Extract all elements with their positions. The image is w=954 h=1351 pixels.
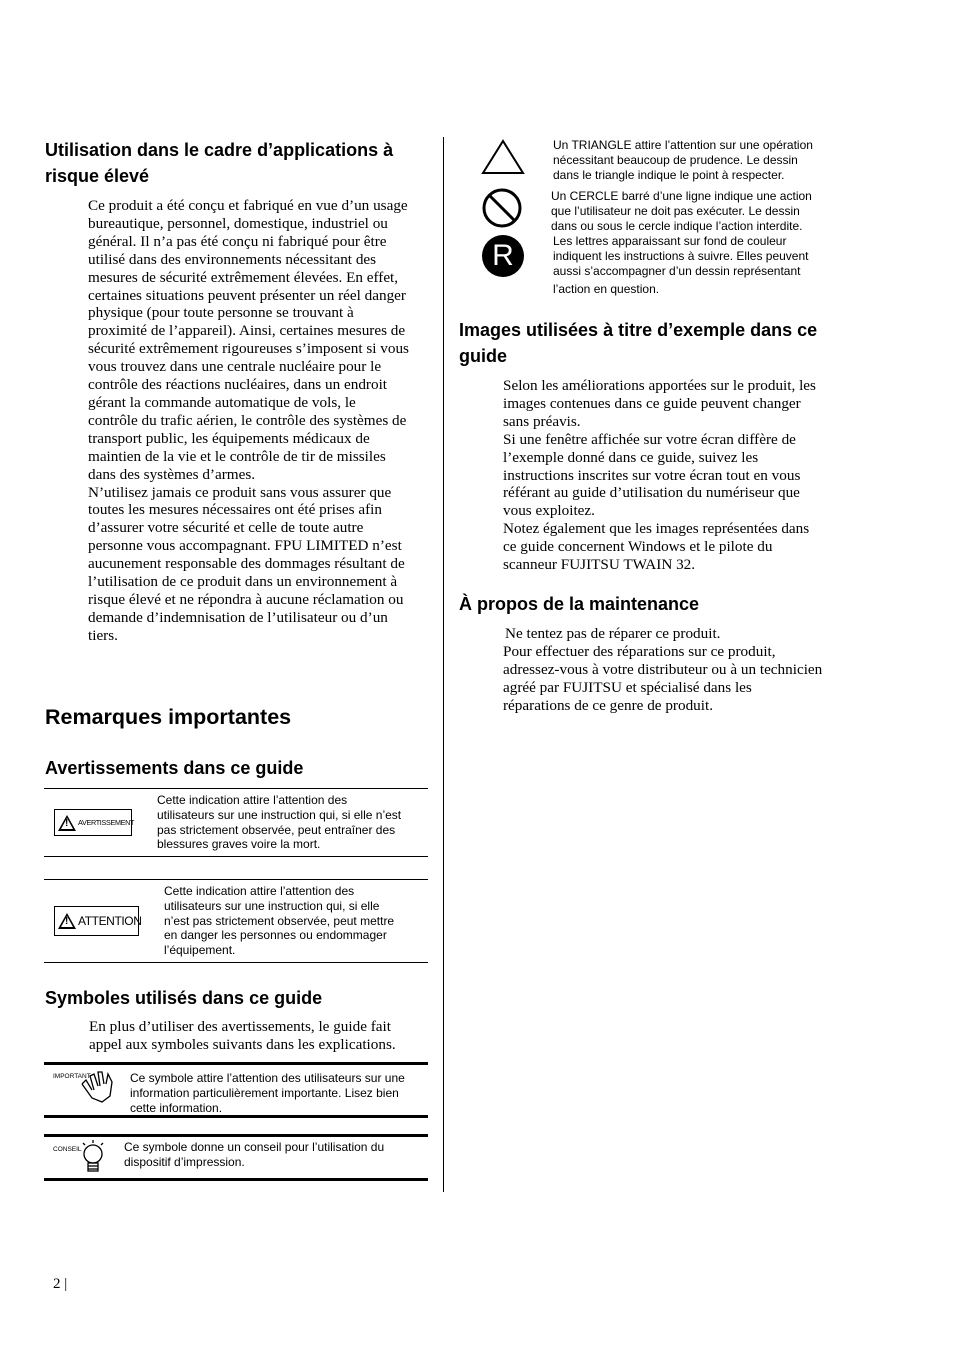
warning-top-rule	[44, 788, 428, 789]
high-risk-paragraph: Ce produit a été conçu et fabriqué en vue d’un usage bureautique, personnel, domestique, industriel ou général. Il n’a pas été conçu ni fabriqué pour être utilisé dans des environnements nécessitant des mesures de sécurité extrêmement élevées. En effet, certaines situations peuvent présenter un réel danger physique (pour toute personne se trouvant à proximité de l’appareil). Ainsi, certaines mesures de sécurité extrêmement rigoureuses s’imposent si vous vous trouvez dans une centrale nucléaire pour le contrôle des réactions nucléaires, dans un endroit gérant la commande automatique de vols, le contrôle du trafic aérien, le contrôle des systèmes de transport public, les équipements médicaux de maintien de la vie et le contrôle de tir de missiles dans des systèmes d’armes. N’utilisez jamais ce produit sans vous assurer que toutes les mesures nécessaires ont été prises afin d’assurer votre sécurité et celle de toute autre personne vous accompagnant. FPU LIMITED n’est aucunement responsable des dommages résultant de l’utilisation de ce produit dans un environnement à risque élevé et ne répondra à aucune réclamation ou demande d’indemnisation de l’utilisateur ou d’un tiers.	[88, 197, 409, 644]
attention-text: Cette indication attire l’attention des utilisateurs sur une instruction qui, si elle n’est pas strictement observée, peut mettre en danger les personnes ou endommager l’équipement.	[164, 884, 395, 958]
triangle-icon	[480, 138, 526, 176]
conseil-text: Ce symbole donne un conseil pour l’utilisation du dispositif d’impression.	[124, 1140, 385, 1169]
images-paragraph: Selon les améliorations apportées sur le produit, les images contenues dans ce guide peuvent changer sans préavis. Si une fenêtre affichée sur votre écran diffère de l’exemple donné dans ce guide, suivez les instructions inscrites sur votre écran tout en vous référant au guide d’utilisation du numériseur que vous exploitez. Notez également que les images représentées dans ce guide concernent Windows et le pilote du scanneur FUJITSU TWAIN 32.	[503, 377, 816, 574]
attention-triangle-icon: !	[58, 913, 76, 929]
attention-bottom-rule	[44, 962, 428, 963]
column-divider	[443, 137, 444, 1192]
r-letter-icon	[482, 235, 524, 277]
warning-bottom-rule	[44, 856, 428, 857]
warning-badge-label: AVERTISSEMENT	[78, 818, 135, 827]
hand-icon	[78, 1068, 116, 1104]
letters-text-end: l’action en question.	[553, 282, 660, 296]
heading-maintenance: À propos de la maintenance	[459, 594, 700, 614]
r-letter: R	[492, 239, 514, 272]
attention-badge	[54, 906, 142, 936]
important-top-rule	[44, 1062, 428, 1065]
maintenance-line1: Ne tentez pas de réparer ce produit.	[505, 625, 721, 642]
heading-high-risk: Utilisation dans le cadre d’applications à risque élevé	[45, 140, 394, 186]
circle-text: Un CERCLE barré d’une ligne indique une action que l’utilisateur ne doit pas exécuter. Le dessin dans ou sous le cercle indique l’action interdite.	[551, 189, 812, 233]
attention-badge-label: ATTENTION	[78, 914, 142, 928]
heading-symbols: Symboles utilisés dans ce guide	[45, 988, 323, 1008]
warning-text: Cette indication attire l’attention des utilisateurs sur une instruction qui, si elle n’est pas strictement observée, peut entraîner des blessures graves voire la mort.	[157, 793, 402, 852]
main-heading: Remarques importantes	[45, 705, 292, 729]
letters-text: Les lettres apparaissant sur fond de couleur indiquent les instructions à suivre. Elles peuvent aussi s’accompagner d’un dessin représentant	[553, 234, 809, 278]
heading-images: Images utilisées à titre d’exemple dans ce guide	[459, 320, 818, 366]
conseil-label: CONSEIL	[53, 1146, 82, 1153]
heading-warnings: Avertissements dans ce guide	[45, 758, 304, 778]
important-bottom-rule	[44, 1115, 428, 1118]
important-text: Ce symbole attire l’attention des utilisateurs sur une information particulièrement importante. Lisez bien cette information.	[130, 1071, 405, 1115]
important-label: IMPORTANT	[53, 1073, 91, 1080]
warning-badge	[54, 809, 135, 836]
prohibited-circle-icon	[481, 187, 523, 229]
warning-triangle-icon: !	[58, 815, 76, 831]
symbols-paragraph: En plus d’utiliser des avertissements, le guide fait appel aux symboles suivants dans les explications.	[89, 1018, 396, 1053]
conseil-bottom-rule	[44, 1178, 428, 1181]
maintenance-paragraph: Pour effectuer des réparations sur ce produit, adressez-vous à votre distributeur ou à un technicien agréé par FUJITSU et spécialisé dans les réparations de ce genre de produit.	[503, 643, 823, 714]
conseil-top-rule	[44, 1134, 428, 1137]
triangle-text: Un TRIANGLE attire l’attention sur une opération nécessitant beaucoup de prudence. Le dessin dans le triangle indique le point à respecter.	[553, 138, 813, 182]
lightbulb-icon	[78, 1138, 108, 1174]
attention-top-rule	[44, 879, 428, 880]
page-number: 2 |	[53, 1276, 68, 1292]
